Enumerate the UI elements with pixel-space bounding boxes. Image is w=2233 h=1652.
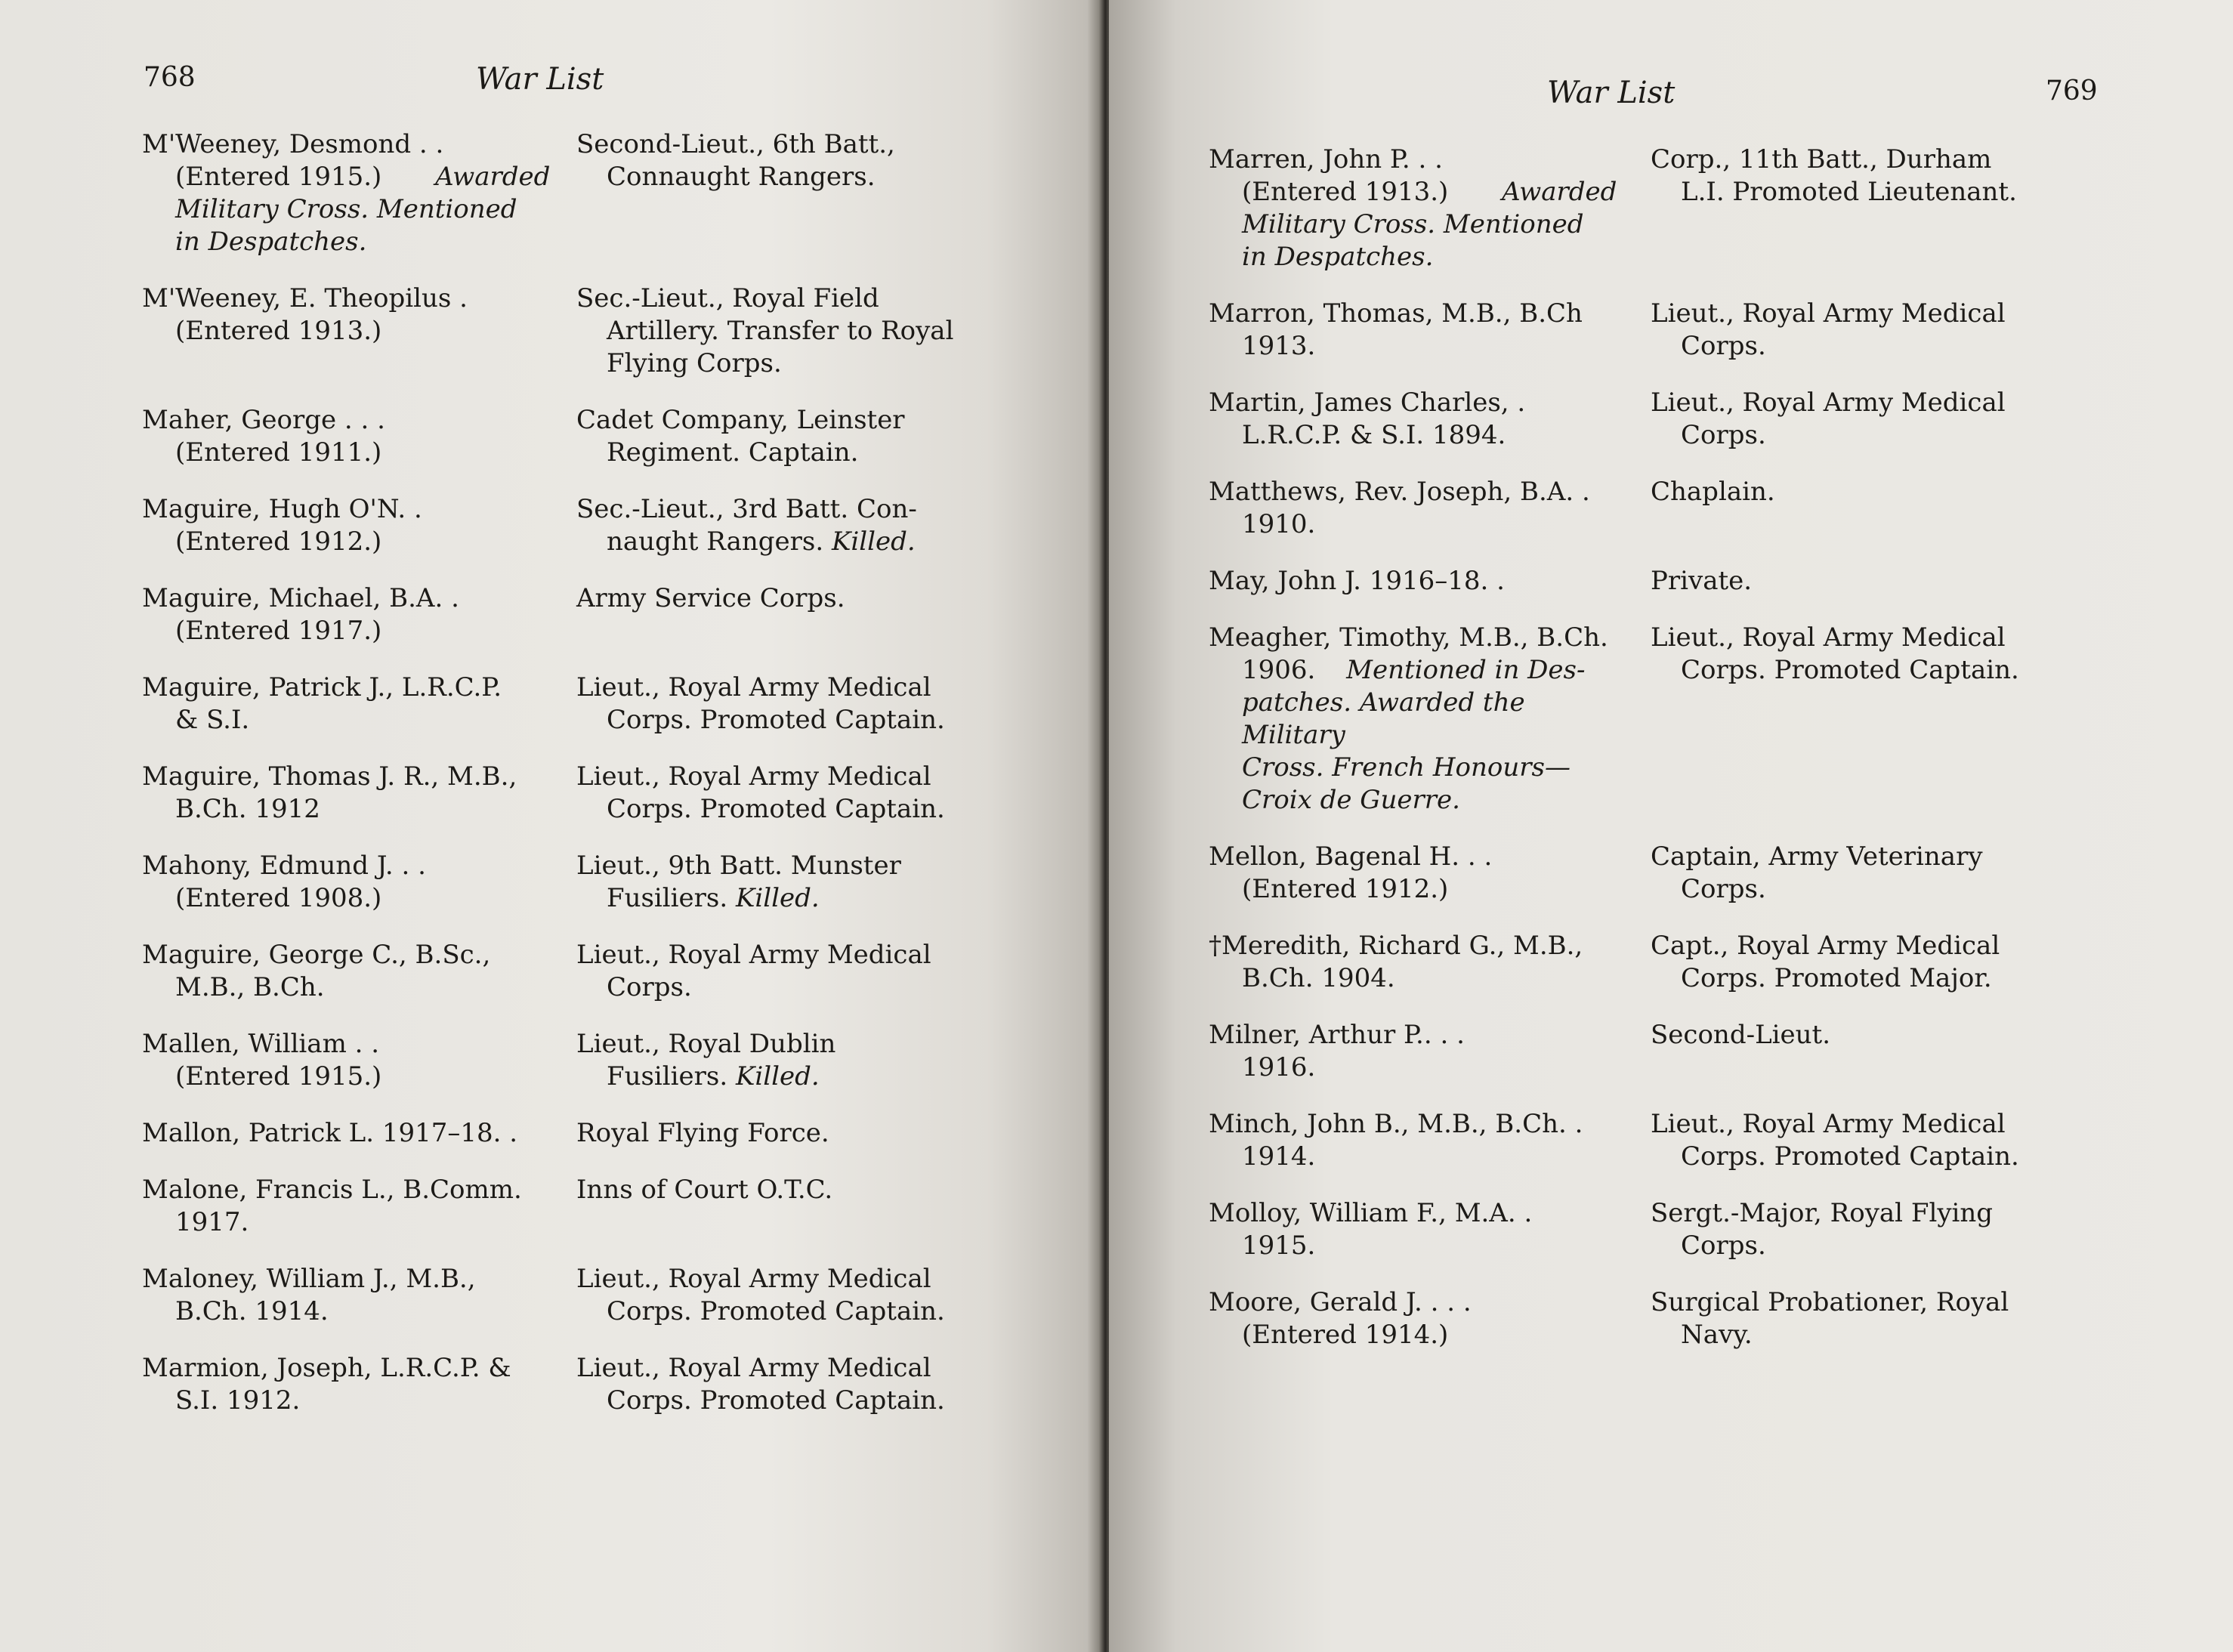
- entry-detail: & S.I.: [175, 705, 250, 735]
- entry-name: Matthews, Rev. Joseph, B.A. .: [1209, 477, 1590, 507]
- entry-service: Corp., 11th Batt., Durham: [1651, 144, 1992, 174]
- entry-service: Army Service Corps.: [576, 583, 845, 613]
- entry-service-cont: Corps.: [1681, 331, 1766, 361]
- entry-service: Capt., Royal Army Medical: [1651, 931, 2000, 961]
- entry-name: Mahony, Edmund J. . .: [142, 851, 426, 881]
- entry-service: Lieut., Royal Army Medical: [576, 940, 931, 970]
- entry-detail: (Entered 1915.): [175, 1061, 382, 1092]
- entry-honour: Awarded: [435, 162, 551, 192]
- entry-service-cont: Regiment. Captain.: [607, 437, 859, 468]
- entry-detail: 1914.: [1242, 1141, 1316, 1172]
- entry-service: Inns of Court O.T.C.: [576, 1175, 833, 1205]
- entry-name: Malone, Francis L., B.Comm.: [142, 1175, 522, 1205]
- entry-service: Cadet Company, Leinster: [576, 405, 905, 435]
- entry-service: Sec.-Lieut., Royal Field: [576, 283, 879, 313]
- list-item: [142, 1117, 965, 1150]
- entry-honour: in Despatches.: [1242, 242, 1434, 272]
- running-head-left: [144, 62, 612, 107]
- entry-name: M'Weeney, Desmond . .: [142, 129, 444, 159]
- entry-service: Lieut., Royal Army Medical: [576, 1264, 931, 1294]
- entry-name: Maguire, Hugh O'N. .: [142, 494, 422, 524]
- right-page: [1109, 0, 2233, 1652]
- list-item: [142, 1028, 965, 1093]
- entry-detail: 1915.: [1242, 1231, 1316, 1261]
- list-item: [142, 939, 965, 1004]
- entry-name: Meagher, Timothy, M.B., B.Ch.: [1209, 622, 1608, 653]
- entry-service: Lieut., Royal Army Medical: [1651, 1109, 2006, 1139]
- entry-honour: Croix de Guerre.: [1242, 785, 1460, 815]
- running-title: War List: [1547, 76, 1676, 110]
- entry-detail: 1917.: [175, 1207, 249, 1237]
- entry-detail: (Entered 1913.): [175, 316, 382, 346]
- list-item: [142, 283, 965, 380]
- entry-detail: (Entered 1917.): [175, 616, 382, 646]
- entry-name: Mallen, William . .: [142, 1029, 380, 1059]
- list-item: [142, 582, 965, 647]
- entry-service-cont: Corps. Promoted Captain.: [1681, 1141, 2019, 1172]
- entry-detail: (Entered 1912.): [1242, 874, 1449, 904]
- entry-detail: B.Ch. 1904.: [1242, 963, 1395, 993]
- entry-honour: Mentioned in Des-: [1346, 655, 1586, 685]
- entry-name: Mellon, Bagenal H. . .: [1209, 841, 1493, 872]
- entry-service: Lieut., Royal Army Medical: [1651, 622, 2006, 653]
- entry-service: Captain, Army Veterinary: [1651, 841, 1983, 872]
- entry-service-cont: naught Rangers.: [607, 526, 824, 557]
- entry-service: Lieut., 9th Batt. Munster: [576, 851, 901, 881]
- entry-note: Killed.: [831, 526, 916, 557]
- entry-service: Lieut., Royal Army Medical: [576, 761, 931, 792]
- list-item: [1209, 387, 2040, 452]
- entry-service-cont: L.I. Promoted Lieutenant.: [1681, 177, 2017, 207]
- entry-honour: patches. Awarded the Military: [1242, 687, 1525, 750]
- entry-detail: S.I. 1912.: [175, 1385, 301, 1416]
- entry-name: Marren, John P. . .: [1209, 144, 1443, 174]
- entry-detail: (Entered 1915.): [175, 162, 382, 192]
- list-item: [142, 761, 965, 826]
- entry-service: Royal Flying Force.: [576, 1118, 829, 1148]
- entry-name-block: [142, 128, 565, 258]
- list-item: [142, 404, 965, 469]
- entry-name: Maher, George . . .: [142, 405, 385, 435]
- entry-name: Mallon, Patrick L. 1917–18. .: [142, 1118, 518, 1148]
- entry-service: Lieut., Royal Army Medical: [576, 1353, 931, 1383]
- entry-list: [142, 128, 965, 1441]
- left-page: [0, 0, 1097, 1652]
- entry-service-cont: Corps.: [607, 972, 692, 1002]
- entry-service: Surgical Probationer, Royal: [1651, 1287, 2009, 1317]
- entry-service-cont: Fusiliers.: [607, 883, 728, 913]
- page-number: 769: [2046, 76, 2098, 107]
- entry-service: Lieut., Royal Army Medical: [1651, 388, 2006, 418]
- entry-service: Sergt.-Major, Royal Flying: [1651, 1198, 1994, 1228]
- entry-list: [1209, 144, 2040, 1376]
- entry-name: Moore, Gerald J. . . .: [1209, 1287, 1472, 1317]
- list-item: [142, 850, 965, 915]
- entry-name: May, John J. 1916–18. .: [1209, 566, 1505, 596]
- entry-service-cont: Corps. Promoted Captain.: [607, 1385, 945, 1416]
- entry-service: Private.: [1651, 566, 1753, 596]
- entry-name: Milner, Arthur P.. . .: [1209, 1020, 1465, 1050]
- list-item: [142, 493, 965, 558]
- page-number: 768: [144, 62, 196, 93]
- entry-service-cont: Corps. Promoted Captain.: [1681, 655, 2019, 685]
- entry-service-cont: Corps.: [1681, 874, 1766, 904]
- entry-detail: (Entered 1913.): [1242, 177, 1449, 207]
- entry-name: Marmion, Joseph, L.R.C.P. &: [142, 1353, 511, 1383]
- entry-name: Maguire, Michael, B.A. .: [142, 583, 459, 613]
- running-head-right: [1547, 76, 2121, 121]
- entry-detail: (Entered 1908.): [175, 883, 382, 913]
- entry-service-block: [576, 128, 965, 258]
- entry-service-cont: Navy.: [1681, 1320, 1753, 1350]
- entry-honour: Cross. French Honours—: [1242, 752, 1571, 783]
- entry-name: Martin, James Charles, .: [1209, 388, 1526, 418]
- entry-name: Marron, Thomas, M.B., B.Ch: [1209, 298, 1583, 329]
- entry-service-cont: Artillery. Transfer to Royal Flying Corps.: [607, 316, 954, 378]
- entry-honour: in Despatches.: [175, 227, 367, 257]
- list-item: [1209, 930, 2040, 995]
- entry-service-cont: Corps. Promoted Captain.: [607, 1296, 945, 1326]
- entry-service: Second-Lieut., 6th Batt.,: [576, 129, 895, 159]
- entry-detail: B.Ch. 1914.: [175, 1296, 329, 1326]
- list-item: [1209, 476, 2040, 541]
- entry-name: Minch, John B., M.B., B.Ch. .: [1209, 1109, 1583, 1139]
- entry-detail: 1906.: [1242, 655, 1316, 685]
- list-item: [142, 1174, 965, 1239]
- entry-note: Killed.: [736, 883, 820, 913]
- entry-detail: B.Ch. 1912: [175, 794, 320, 824]
- list-item: [142, 128, 965, 258]
- running-title: War List: [476, 62, 604, 97]
- list-item: [1209, 841, 2040, 906]
- entry-detail: (Entered 1912.): [175, 526, 382, 557]
- list-item: [1209, 144, 2040, 273]
- entry-detail: 1913.: [1242, 331, 1316, 361]
- entry-honour: Military Cross. Mentioned: [175, 194, 517, 224]
- list-item: [1209, 1019, 2040, 1084]
- entry-service-cont: Connaught Rangers.: [607, 162, 876, 192]
- entry-name: Maguire, George C., B.Sc.,: [142, 940, 491, 970]
- entry-name: Maguire, Thomas J. R., M.B.,: [142, 761, 517, 792]
- entry-service: Lieut., Royal Army Medical: [1651, 298, 2006, 329]
- entry-service: Chaplain.: [1651, 477, 1775, 507]
- entry-service: Sec.-Lieut., 3rd Batt. Con-: [576, 494, 917, 524]
- list-item: [1209, 298, 2040, 363]
- entry-name: †Meredith, Richard G., M.B.,: [1209, 931, 1583, 961]
- entry-service-cont: Corps.: [1681, 1231, 1766, 1261]
- entry-honour: Military Cross. Mentioned: [1242, 209, 1584, 239]
- entry-name: Maguire, Patrick J., L.R.C.P.: [142, 672, 502, 702]
- list-item: [1209, 565, 2040, 597]
- entry-detail: 1910.: [1242, 509, 1316, 539]
- entry-detail: M.B., B.Ch.: [175, 972, 325, 1002]
- entry-service-cont: Fusiliers.: [607, 1061, 728, 1092]
- entry-service: Lieut., Royal Dublin: [576, 1029, 836, 1059]
- list-item: [142, 672, 965, 736]
- entry-name: Molloy, William F., M.A. .: [1209, 1198, 1533, 1228]
- entry-name: M'Weeney, E. Theopilus .: [142, 283, 468, 313]
- entry-detail: (Entered 1914.): [1242, 1320, 1449, 1350]
- entry-service-cont: Corps.: [1681, 420, 1766, 450]
- entry-service: Second-Lieut.: [1651, 1020, 1831, 1050]
- list-item: [142, 1352, 965, 1417]
- entry-service-cont: Corps. Promoted Captain.: [607, 705, 945, 735]
- entry-detail: 1916.: [1242, 1052, 1316, 1082]
- list-item: [1209, 1286, 2040, 1351]
- entry-note: Killed.: [736, 1061, 820, 1092]
- list-item: [1209, 622, 2040, 817]
- list-item: [142, 1263, 965, 1328]
- entry-service-cont: Corps. Promoted Captain.: [607, 794, 945, 824]
- entry-detail: L.R.C.P. & S.I. 1894.: [1242, 420, 1506, 450]
- entry-service-cont: Corps. Promoted Major.: [1681, 963, 1992, 993]
- entry-name: Maloney, William J., M.B.,: [142, 1264, 476, 1294]
- entry-detail: (Entered 1911.): [175, 437, 382, 468]
- list-item: [1209, 1108, 2040, 1173]
- entry-service: Lieut., Royal Army Medical: [576, 672, 931, 702]
- entry-honour: Awarded: [1502, 177, 1617, 207]
- list-item: [1209, 1197, 2040, 1262]
